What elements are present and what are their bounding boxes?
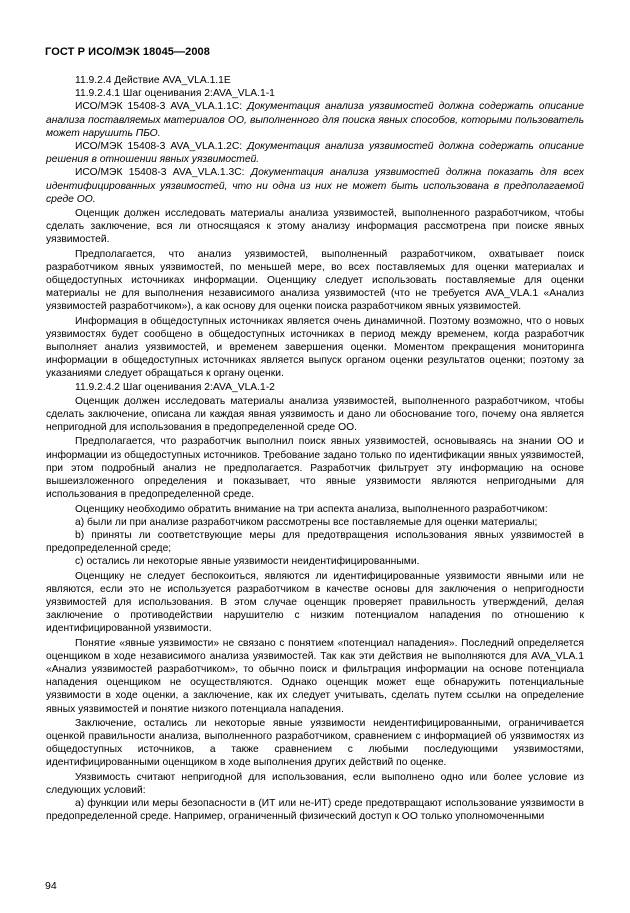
requirement-text: Документация анализа уязвимостей должна содержать описание решения в отношении явных уязвимостей. (46, 141, 584, 166)
requirement-text: Документация анализа уязвимостей должна содержать описание анализа поставляемых материалов ОО, выполненного для поиска явных способов, которыми пользователь может нарушить ПБО. (46, 101, 584, 139)
requirement-text: Документация анализа уязвимостей должна показать для всех идентифицированных уязвимостей, что ни одна из них не может быть использована в предполагаемой среде ОО. (46, 167, 584, 205)
requirement-ref: ИСО/МЭК 15408-3 AVA_VLA.1.1С: (75, 101, 248, 113)
paragraph: Оценщику необходимо обратить внимание на три аспекта анализа, выполненного разработчиком: (75, 503, 548, 515)
paragraph: Предполагается, что разработчик выполнил поиск явных уязвимостей, основываясь на знании ОО и информации из общедоступных источников. Требование задано только по идентификации явных уязвимостей, при этом подробный анализ не предполагается. Разработчик фильтрует эту информацию на основе вышеизложенного определения и показывает, что явные уязвимости являются непригодными для использования в предопределенной среде. (46, 436, 584, 501)
paragraph: Оценщику не следует беспокоиться, являются ли идентифицированные уязвимости явными или не являются, если это не используется разработчиком в качестве основы для заключения о непригодности уязвимостей для использования. В этом случае оценщик проверяет правильность утверждений, делая заключение о противодействии нарушителю с низким потенциалом нападения по отношению к идентифицированной уязвимости. (46, 570, 584, 635)
paragraph: Оценщик должен исследовать материалы анализа уязвимостей, выполненного разработчиком, чтобы сделать заключение, описана ли каждая явная уязвимость и дано ли обоснование того, почему она является непригодной для использования в предопределенной среде ОО. (46, 395, 584, 434)
paragraph: Заключение, остались ли некоторые явные уязвимости неидентифицированными, ограничивается оценкой правильности анализа, выполненного разработчиком, сравнением с информацией об уязвимостях из общедоступных источников, а также сравнением с любыми последующими уязвимостями, идентифицированными оценщиком в ходе выполнения других действий по оценке. (46, 717, 584, 769)
paragraph (46, 140, 584, 166)
paragraph: 11.9.2.4.2 Шаг оценивания 2:AVA_VLA.1-2 (75, 381, 275, 393)
requirement-ref: ИСО/МЭК 15408-3 AVA_VLA.1.2С: (75, 141, 248, 153)
page-number: 94 (45, 880, 57, 892)
paragraph: 11.9.2.4 Действие AVA_VLA.1.1E (75, 75, 231, 86)
list-item: а) были ли при анализе разработчиком рассмотрены все поставляемые для оценки материалы; (75, 516, 538, 528)
paragraph: 11.9.2.4.1 Шаг оценивания 2:AVA_VLA.1-1 (75, 88, 275, 100)
paragraph (46, 166, 584, 206)
list-item: а) функции или меры безопасности в (ИТ или не-ИТ) среде предотвращают использование уязвимости в предопределенной среде. Например, ограниченный физический доступ к ОО только уполномоченными (46, 797, 584, 823)
paragraph: Оценщик должен исследовать материалы анализа уязвимостей, выполненного разработчиком, чтобы сделать заключение, вся ли относящаяся к этому анализу информация рассмотрена при поиске явных уязвимостей. (46, 208, 584, 246)
list-item: с) остались ли некоторые явные уязвимости неидентифицированными. (75, 556, 420, 568)
document-header: ГОСТ Р ИСО/МЭК 18045—2008 (45, 46, 210, 58)
requirement-ref: ИСО/МЭК 15408-3 AVA_VLA.1.3С: (75, 167, 251, 179)
paragraph: Предполагается, что анализ уязвимостей, выполненный разработчиком, охватывает поиск разработчиком явных уязвимостей, по меньшей мере, во всех поставляемых для оценки материалах и общедоступных источниках информации. Оценщику следует использовать поставляемые для оценки материалы не для выполнения независимого анализа уязвимостей (что не требуется AVA_VLA.1 «Анализ уязвимостей разработчиком»), а как основу для оценки поиска разработчиком явных уязвимостей. (46, 248, 584, 313)
document-body (46, 74, 584, 823)
paragraph: Понятие «явные уязвимости» не связано с понятием «потенциал нападения». Последний определяется оценщиком в ходе независимого анализа уязвимостей. Так как эти действия не выполняются для AVA_VLA.1 «Анализ уязвимостей разработчиком», то обычно поиск и фильтрация информации на основе потенциала нападения оценщиком не осуществляются. Однако оценщик может еще обнаружить потенциальные уязвимости в ходе оценки, а заключение, как их следует учитывать, сделать путем ссылки на определение явных уязвимостей и понятие низкого потенциала нападения. (46, 637, 584, 715)
list-item: b) приняты ли соответствующие меры для предотвращения использования явных уязвимостей в предопределенной среде; (46, 529, 584, 555)
paragraph (46, 100, 584, 140)
paragraph: Информация в общедоступных источниках является очень динамичной. Поэтому возможно, что о новых уязвимостях будет сообщено в общедоступных источниках в период между временем, когда разработчик выполняет анализ уязвимостей, и временем завершения оценки. Моментом прекращения мониторинга информации в общедоступных источниках является выпуск органом оценки результатов оценки; поэтому за указаниями следует обращаться к органу оценки. (46, 315, 584, 380)
paragraph: Уязвимость считают непригодной для использования, если выполнено одно или более условие из следующих условий: (46, 771, 584, 796)
